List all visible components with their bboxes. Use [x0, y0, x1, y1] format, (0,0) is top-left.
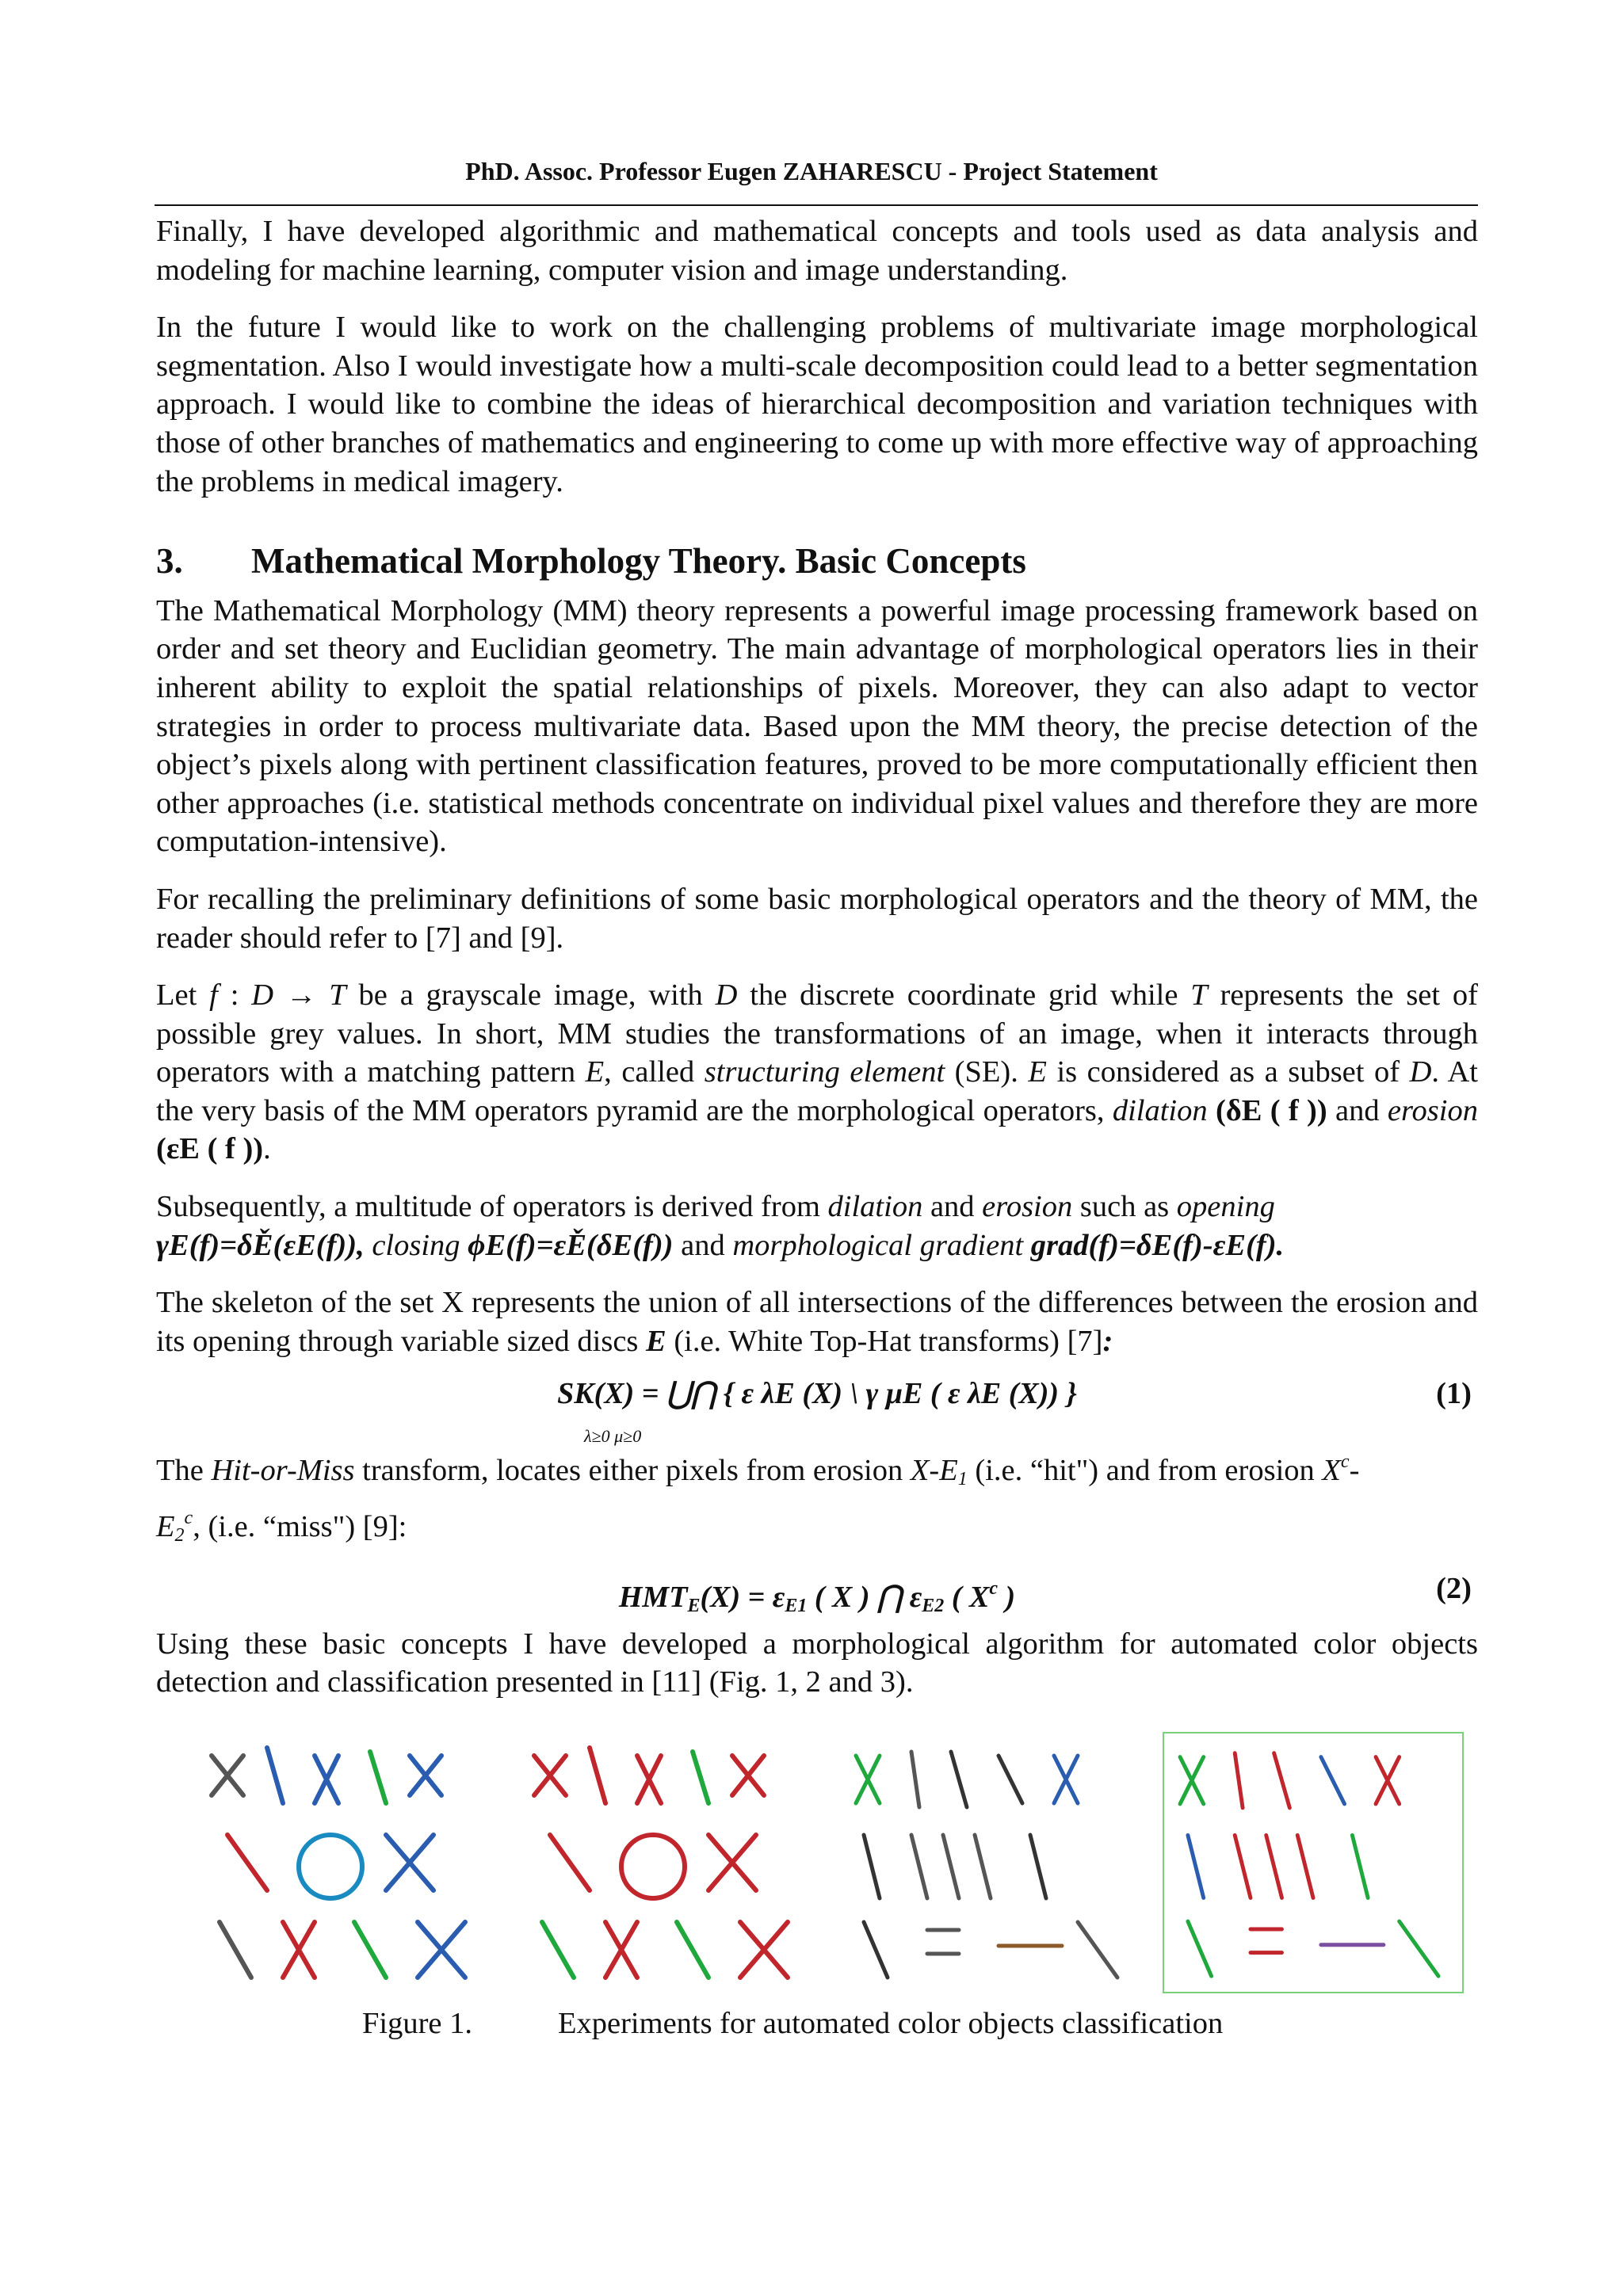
formula: (εE ( f ))	[156, 1132, 264, 1166]
text: be a grayscale image, with	[346, 978, 716, 1013]
term: dilation	[827, 1190, 923, 1224]
paragraph-2: In the future I would like to work on the challenging problems of multivariate image morphological segmentation. Also I would investigate how a multi-scale decomposition could lead to a better segmentation approach. I would like to combine the ideas of hierarchical decomposition and variation techniques with those of other branches of mathematics and engineering to come up with more effective way of approaching the problems in medical imagery.	[156, 311, 1478, 498]
symbol: T	[329, 978, 346, 1013]
eq-text: HMT	[618, 1580, 688, 1614]
symbol: E	[1028, 1055, 1047, 1089]
symbol: T	[1190, 978, 1208, 1013]
paragraph-6	[156, 1188, 1478, 1264]
eq-superscript: c	[989, 1577, 998, 1599]
term: closing	[372, 1228, 460, 1262]
text: The skeleton of the set X represents the union of all intersections of the differences between the erosion and its opening through variable sized discs	[156, 1286, 1478, 1358]
text: is considered as a subset of	[1046, 1055, 1410, 1089]
eq-text: )	[997, 1580, 1016, 1614]
text: represents the set of possible grey values. In short, MM studies the transformations of an image, when it interacts through operators with a matching pattern	[156, 978, 1479, 1089]
equation-1-limits: λ≥0 μ≥0	[584, 1426, 642, 1447]
symbol: E	[646, 1324, 666, 1358]
formula: (δE ( f ))	[1207, 1093, 1327, 1127]
equation-1-expression: SK(X) = ⋃⋂ { ε λE (X) \ γ μE ( ε λE (X)) }	[557, 1377, 1077, 1411]
text: Subsequently, a multitude of operators is derived from	[156, 1190, 828, 1224]
symbol: D	[1409, 1055, 1432, 1089]
term: erosion	[1387, 1093, 1478, 1127]
page-content	[156, 212, 1478, 2042]
formula: ϕE(f)=εĚ(δE(f))	[468, 1228, 674, 1262]
text: , (i.e. “miss") [9]:	[193, 1510, 407, 1544]
text: the discrete coordinate grid while	[737, 978, 1191, 1013]
text: (SE).	[945, 1055, 1029, 1089]
paragraph-5	[156, 976, 1478, 1169]
text: and	[922, 1190, 983, 1224]
eq-text: (X) = ε	[700, 1580, 785, 1614]
text: Let	[156, 978, 210, 1013]
figure-panel-classified-2	[1163, 1732, 1464, 1993]
text: (i.e. “hit") and from erosion	[967, 1454, 1323, 1488]
text: transform, locates either pixels from erosion	[354, 1454, 911, 1488]
figure-label: Figure 1.	[362, 2006, 473, 2040]
term: structuring element	[704, 1055, 945, 1089]
term: Hit-or-Miss	[211, 1454, 355, 1488]
text: and	[673, 1228, 733, 1262]
eq-text: ( X ) ⋂ ε	[807, 1580, 922, 1614]
section-title: Mathematical Morphology Theory. Basic Concepts	[251, 541, 1026, 582]
paragraph-7	[156, 1283, 1478, 1360]
symbol: :	[1102, 1324, 1113, 1358]
formula: γE(f)=δĚ(εE(f)),	[156, 1228, 365, 1262]
page-header: PhD. Assoc. Professor Eugen ZAHARESCU - Project Statement	[465, 157, 1158, 185]
text: . At the very basis of the MM operators pyramid are the morphological operators,	[156, 1055, 1478, 1127]
figure-panel-original-2	[840, 1732, 1141, 1993]
superscript: c	[184, 1508, 193, 1529]
symbol: D	[715, 978, 738, 1013]
eq-text: ( X	[944, 1580, 990, 1614]
subscript: 2	[174, 1525, 185, 1547]
text: such as	[1072, 1190, 1177, 1224]
symbol: X	[1322, 1454, 1341, 1488]
text: , called	[604, 1055, 705, 1089]
symbol: E	[156, 1510, 175, 1544]
text: (i.e. White Top-Hat transforms) [7]	[666, 1324, 1103, 1358]
equation-1-number: (1)	[1436, 1377, 1472, 1411]
section-heading	[156, 542, 1478, 581]
superscript: c	[1340, 1451, 1350, 1473]
symbol: E	[585, 1055, 605, 1089]
header-rule	[155, 204, 1478, 206]
figure-caption-text: Experiments for automated color objects classification	[558, 2006, 1224, 2040]
paragraph-1: Finally, I have developed algorithmic and mathematical concepts and tools used as data analysis and modeling for machine learning, computer vision and image understanding.	[156, 215, 1478, 287]
formula: grad(f)=δE(f)-εE(f).	[1030, 1228, 1285, 1262]
eq-subscript: E2	[922, 1595, 945, 1616]
figure-caption	[156, 2004, 1478, 2043]
paragraph-4: For recalling the preliminary definitions of some basic morphological operators and the theory of MM, the reader should refer to [7] and [9].	[156, 882, 1478, 955]
figure-panel-original-1	[196, 1732, 497, 1993]
term: opening	[1176, 1190, 1275, 1224]
section-number: 3.	[156, 541, 183, 582]
text: and	[1327, 1093, 1388, 1127]
figure-1-panels	[196, 1732, 1464, 1993]
term: morphological gradient	[732, 1228, 1024, 1262]
term: erosion	[982, 1190, 1073, 1224]
eq-subscript: E1	[785, 1595, 808, 1616]
subscript: 1	[957, 1469, 968, 1490]
symbol: D	[251, 978, 274, 1013]
text: :	[217, 978, 252, 1013]
text: -	[1349, 1454, 1360, 1488]
figure-panel-classified-1	[518, 1732, 819, 1993]
text: .	[263, 1132, 271, 1166]
arrow: →	[273, 978, 330, 1013]
paragraph-3: The Mathematical Morphology (MM) theory represents a powerful image processing framework based on order and set theory and Euclidian geometry. The main advantage of morphological operators lies in their inherent ability to exploit the spatial relationships of pixels. Moreover, they can also adapt to vector strategies in order to process multivariate data. Based upon the MM theory, the precise detection of the object’s pixels along with pertinent classification features, proved to be more computationally efficient then other approaches (i.e. statistical methods concentrate on individual pixel values and therefore they are more computation-intensive).	[156, 593, 1478, 859]
symbol: X-E	[910, 1454, 958, 1488]
text: The	[156, 1454, 212, 1488]
equation-2	[156, 1562, 1478, 1617]
symbol: f	[209, 978, 218, 1013]
equation-2-expression	[156, 1569, 1478, 1626]
paragraph-9: Using these basic concepts I have developed a morphological algorithm for automated color objects detection and classification presented in [11] (Fig. 1, 2 and 3).	[156, 1627, 1478, 1699]
eq-subscript: E	[687, 1595, 701, 1616]
term: dilation	[1112, 1093, 1208, 1127]
equation-2-number: (2)	[1436, 1571, 1472, 1605]
paragraph-8	[156, 1443, 1478, 1554]
equation-1	[156, 1367, 1478, 1447]
